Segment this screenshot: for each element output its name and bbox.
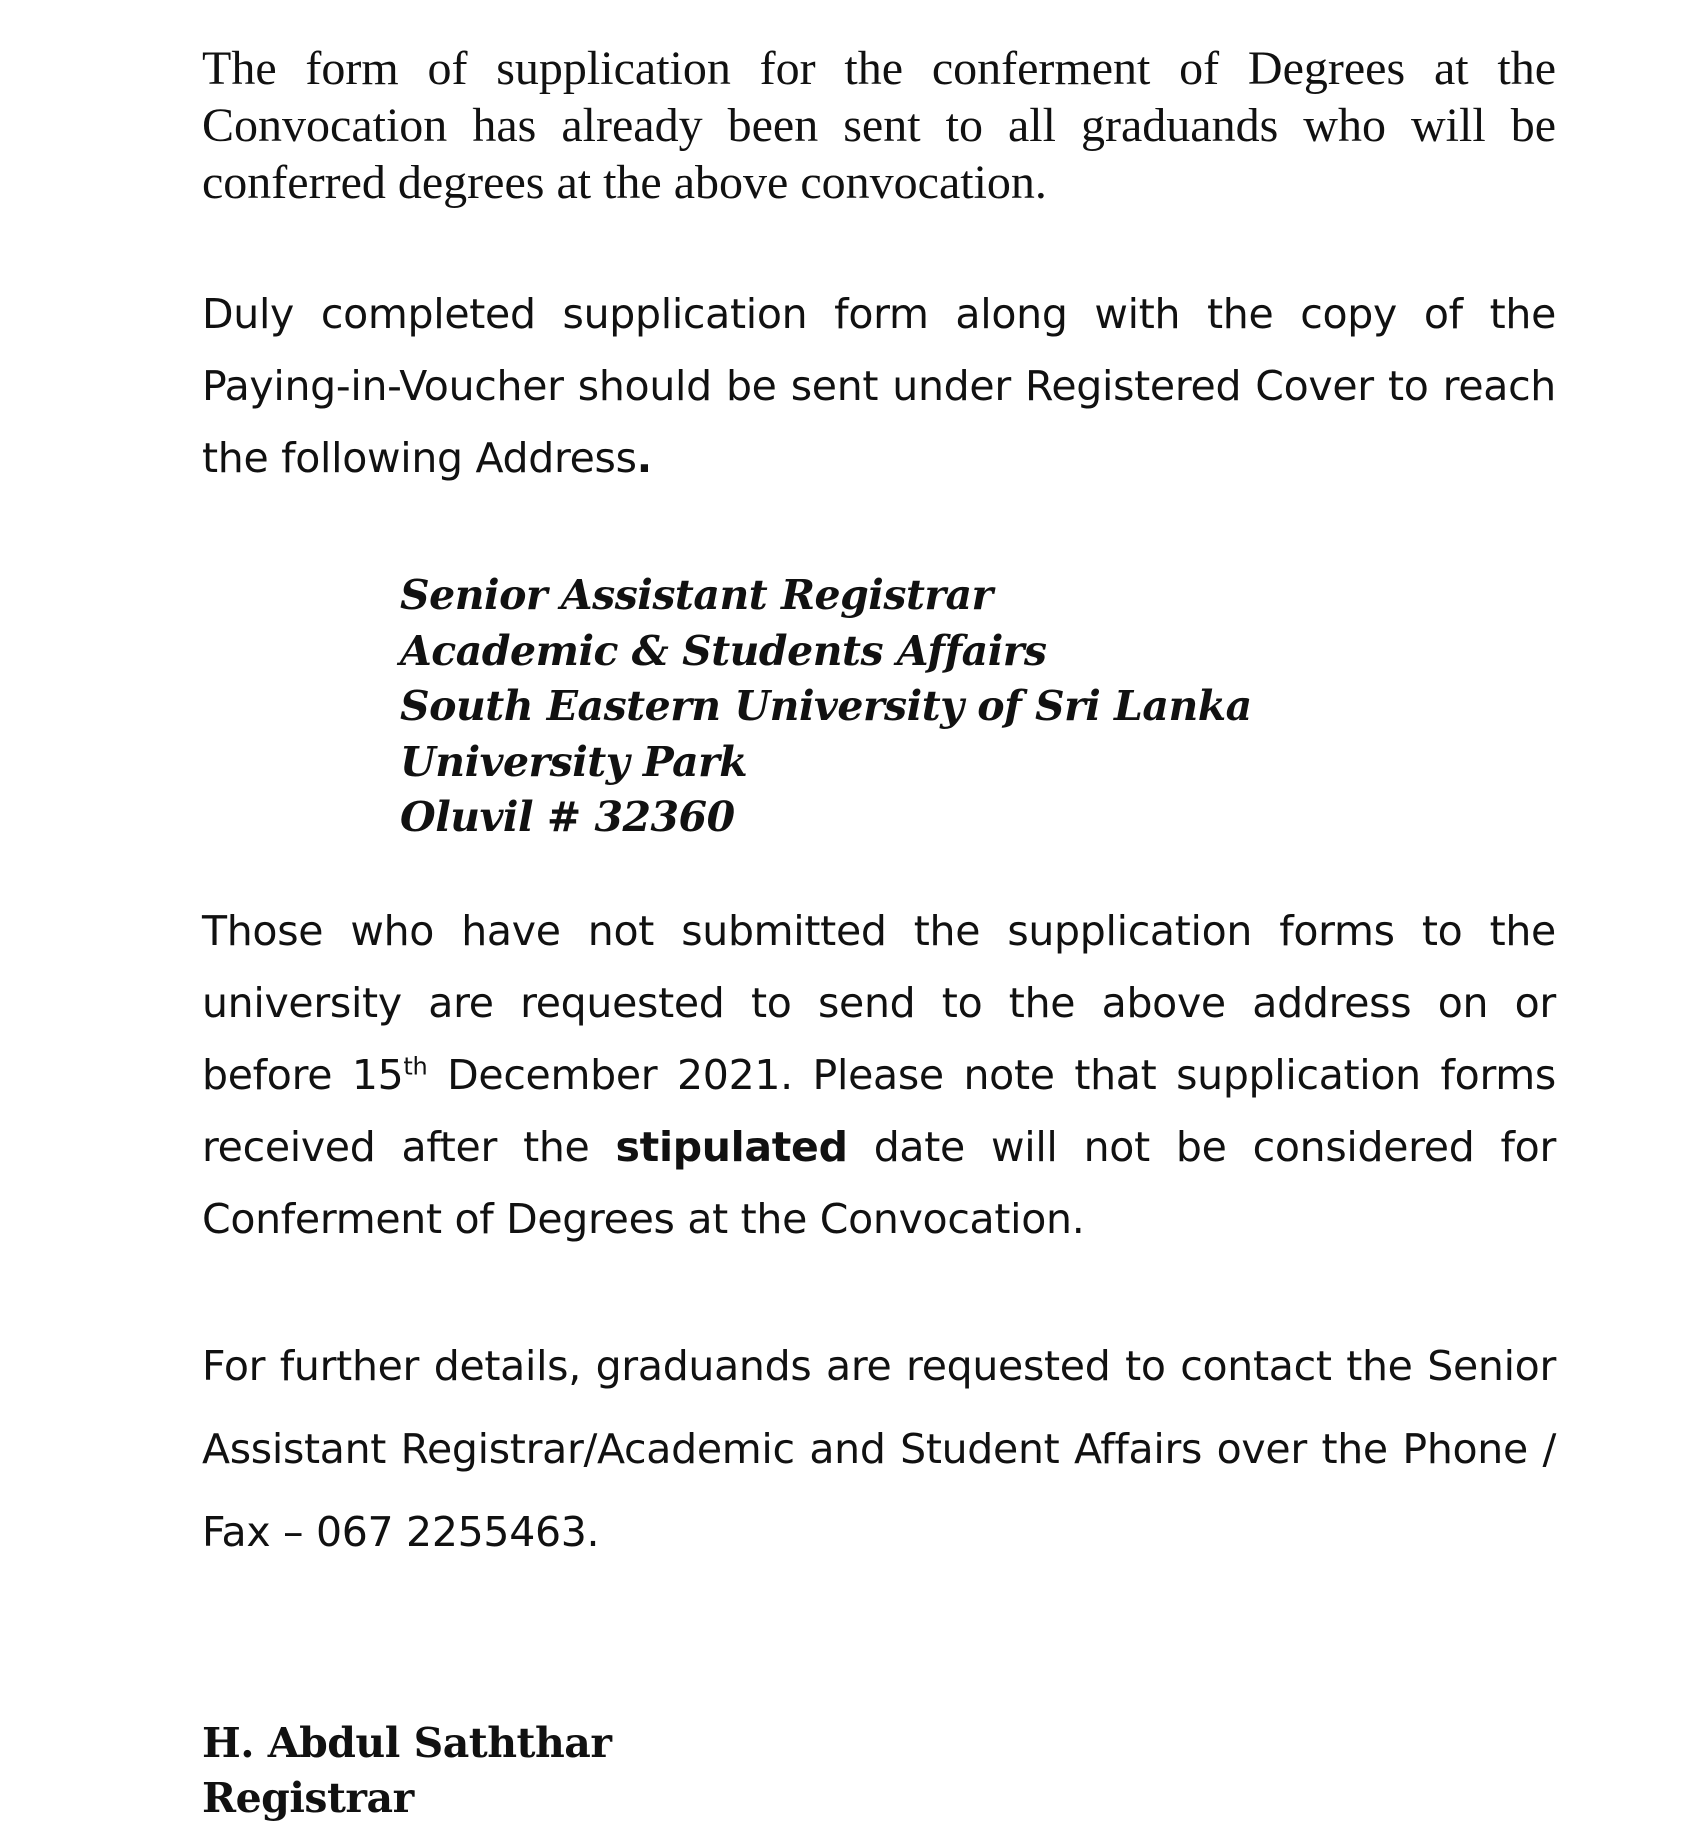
address-line-university: South Eastern University of Sri Lanka: [400, 682, 1252, 730]
address-line-recipient: Senior Assistant Registrar: [400, 571, 993, 619]
deadline-tail-text: date will not be considered for Conferment of Degrees at the Convocation.: [202, 1123, 1556, 1243]
signature-block: [202, 1716, 611, 1826]
deadline-middle-text: December 2021. Please note that supplication forms received after the: [202, 1051, 1556, 1171]
deadline-paragraph: [202, 895, 1556, 1255]
contact-details-paragraph: For further details, graduands are requested to contact the Senior Assistant Registrar/Academic and Student Affairs over the Phone / Fax – 067 2255463.: [202, 1342, 1556, 1556]
address-line-department: Academic & Students Affairs: [400, 626, 1047, 675]
address-line-city-postcode: Oluvil # 32360: [400, 793, 735, 841]
submission-instructions-paragraph: [202, 278, 1556, 494]
supplication-intro-paragraph: The form of supplication for the conferment of Degrees at the Convocation has already been sent to all graduands who will be conferred degrees at the above convocation.: [202, 42, 1556, 209]
signatory-title: Registrar: [202, 1774, 414, 1822]
submission-instructions-end-mark: .: [636, 434, 652, 482]
deadline-ordinal-suffix: th: [403, 1052, 428, 1081]
submission-instructions-text: Duly completed supplication form along with the copy of the Paying-in-Voucher should be sent under Registered Cover to reach the following Address: [202, 290, 1556, 482]
mailing-address-block: [400, 568, 1252, 846]
deadline-lead-text: Those who have not submitted the supplication forms to the university are requested to send to the above address on or before 15: [202, 907, 1556, 1099]
address-line-street: University Park: [400, 737, 748, 786]
deadline-emphasis-word: stipulated: [615, 1123, 848, 1171]
signatory-name: H. Abdul Saththar: [202, 1719, 612, 1767]
